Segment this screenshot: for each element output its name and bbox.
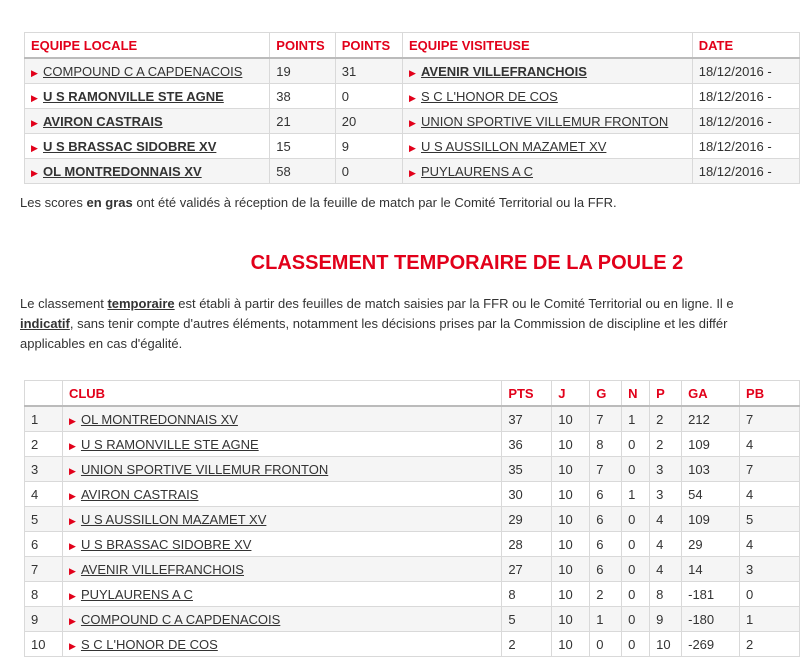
- g-cell: 0: [590, 632, 622, 657]
- rank-cell: 2: [25, 432, 63, 457]
- caret-right-icon: ▶: [68, 465, 76, 476]
- caret-right-icon: ▶: [408, 117, 416, 128]
- p-cell: 4: [650, 557, 682, 582]
- pb-cell: 4: [740, 532, 800, 557]
- away-team-link[interactable]: PUYLAURENS A C: [420, 163, 533, 179]
- away-team-link[interactable]: U S AUSSILLON MAZAMET XV: [420, 138, 607, 154]
- caret-right-icon: ▶: [408, 92, 416, 103]
- pb-cell: 1: [740, 607, 800, 632]
- standing-row: [25, 607, 800, 632]
- standing-row: [25, 632, 800, 657]
- home-team-link[interactable]: AVIRON CASTRAIS: [43, 113, 163, 129]
- away-team-link[interactable]: S C L'HONOR DE COS: [420, 88, 558, 104]
- caret-right-icon: ▶: [68, 640, 76, 651]
- g-cell: 6: [590, 557, 622, 582]
- n-cell: 1: [622, 482, 650, 507]
- home-team-link[interactable]: U S RAMONVILLE STE AGNE: [43, 88, 224, 104]
- header-p: P: [650, 381, 682, 407]
- header-date: DATE: [692, 33, 799, 59]
- home-points: 19: [270, 58, 335, 84]
- away-team-link[interactable]: UNION SPORTIVE VILLEMUR FRONTON: [420, 113, 669, 129]
- club-link[interactable]: U S BRASSAC SIDOBRE XV: [80, 536, 252, 552]
- rank-cell: 3: [25, 457, 63, 482]
- p-cell: 4: [650, 507, 682, 532]
- p-cell: 8: [650, 582, 682, 607]
- g-cell: 7: [590, 457, 622, 482]
- n-cell: 0: [622, 607, 650, 632]
- standing-row: [25, 406, 800, 432]
- caret-right-icon: ▶: [68, 540, 76, 551]
- n-cell: 1: [622, 406, 650, 432]
- club-link[interactable]: AVIRON CASTRAIS: [80, 486, 199, 502]
- club-link[interactable]: COMPOUND C A CAPDENACOIS: [80, 611, 281, 627]
- section-title: CLASSEMENT TEMPORAIRE DE LA POULE 2: [250, 252, 684, 274]
- match-date: 18/12/2016 -: [692, 58, 799, 84]
- standing-row: [25, 532, 800, 557]
- g-cell: 2: [590, 582, 622, 607]
- away-points: 20: [335, 109, 402, 134]
- ga-cell: 109: [682, 507, 740, 532]
- ga-cell: 54: [682, 482, 740, 507]
- pb-cell: 5: [740, 507, 800, 532]
- j-cell: 10: [552, 482, 590, 507]
- home-team-link[interactable]: U S BRASSAC SIDOBRE XV: [43, 138, 217, 154]
- g-cell: 6: [590, 532, 622, 557]
- pts-cell: 27: [502, 557, 552, 582]
- ga-cell: 14: [682, 557, 740, 582]
- pts-cell: 37: [502, 406, 552, 432]
- p-cell: 3: [650, 457, 682, 482]
- caret-right-icon: ▶: [68, 515, 76, 526]
- away-points: 0: [335, 84, 402, 109]
- header-j: J: [552, 381, 590, 407]
- p-cell: 10: [650, 632, 682, 657]
- club-link[interactable]: U S RAMONVILLE STE AGNE: [80, 436, 259, 452]
- home-team-link[interactable]: COMPOUND C A CAPDENACOIS: [43, 63, 243, 79]
- caret-right-icon: ▶: [31, 92, 38, 103]
- note-bold: en gras: [86, 195, 133, 210]
- rank-cell: 4: [25, 482, 63, 507]
- caret-right-icon: ▶: [408, 167, 416, 178]
- g-cell: 6: [590, 507, 622, 532]
- header-g: G: [590, 381, 622, 407]
- match-date: 18/12/2016 -: [692, 84, 799, 109]
- n-cell: 0: [622, 432, 650, 457]
- caret-right-icon: ▶: [68, 490, 76, 501]
- pts-cell: 35: [502, 457, 552, 482]
- club-link[interactable]: U S AUSSILLON MAZAMET XV: [80, 511, 267, 527]
- g-cell: 1: [590, 607, 622, 632]
- club-link[interactable]: S C L'HONOR DE COS: [80, 636, 218, 652]
- club-link[interactable]: UNION SPORTIVE VILLEMUR FRONTON: [80, 461, 329, 477]
- caret-right-icon: ▶: [68, 415, 76, 426]
- caret-right-icon: ▶: [408, 67, 416, 78]
- home-points: 21: [270, 109, 335, 134]
- rank-cell: 7: [25, 557, 63, 582]
- away-points: 31: [335, 58, 402, 84]
- caret-right-icon: ▶: [31, 167, 38, 178]
- j-cell: 10: [552, 532, 590, 557]
- club-link[interactable]: AVENIR VILLEFRANCHOIS: [80, 561, 244, 577]
- p-cell: 2: [650, 432, 682, 457]
- caret-right-icon: ▶: [31, 117, 38, 128]
- pts-cell: 5: [502, 607, 552, 632]
- result-row: [25, 58, 800, 84]
- j-cell: 10: [552, 457, 590, 482]
- ga-cell: 212: [682, 406, 740, 432]
- ga-cell: -180: [682, 607, 740, 632]
- caret-right-icon: ▶: [68, 590, 76, 601]
- n-cell: 0: [622, 632, 650, 657]
- n-cell: 0: [622, 457, 650, 482]
- standings-header-row: [25, 381, 800, 407]
- pts-cell: 2: [502, 632, 552, 657]
- ga-cell: -181: [682, 582, 740, 607]
- n-cell: 0: [622, 557, 650, 582]
- j-cell: 10: [552, 406, 590, 432]
- home-points: 38: [270, 84, 335, 109]
- results-header-row: [25, 33, 800, 59]
- standing-row: [25, 482, 800, 507]
- caret-right-icon: ▶: [68, 565, 76, 576]
- match-date: 18/12/2016 -: [692, 109, 799, 134]
- home-team-link[interactable]: OL MONTREDONNAIS XV: [43, 163, 202, 179]
- header-home-points: POINTS: [270, 33, 335, 59]
- header-pts: PTS: [502, 381, 552, 407]
- match-date: 18/12/2016 -: [692, 159, 799, 184]
- p-cell: 9: [650, 607, 682, 632]
- pb-cell: 4: [740, 432, 800, 457]
- ga-cell: 109: [682, 432, 740, 457]
- g-cell: 6: [590, 482, 622, 507]
- pts-cell: 28: [502, 532, 552, 557]
- club-link[interactable]: PUYLAURENS A C: [80, 586, 193, 602]
- standing-row: [25, 507, 800, 532]
- home-points: 58: [270, 159, 335, 184]
- n-cell: 0: [622, 507, 650, 532]
- rank-cell: 8: [25, 582, 63, 607]
- pts-cell: 36: [502, 432, 552, 457]
- j-cell: 10: [552, 557, 590, 582]
- rank-cell: 10: [25, 632, 63, 657]
- home-points: 15: [270, 134, 335, 159]
- header-n: N: [622, 381, 650, 407]
- indicatif-link[interactable]: indicatif: [20, 316, 70, 331]
- pb-cell: 7: [740, 457, 800, 482]
- j-cell: 10: [552, 607, 590, 632]
- result-row: [25, 134, 800, 159]
- pb-cell: 7: [740, 406, 800, 432]
- j-cell: 10: [552, 432, 590, 457]
- j-cell: 10: [552, 507, 590, 532]
- header-home-team: EQUIPE LOCALE: [25, 33, 270, 59]
- standing-row: [25, 582, 800, 607]
- result-row: [25, 159, 800, 184]
- pb-cell: 0: [740, 582, 800, 607]
- ga-cell: 29: [682, 532, 740, 557]
- header-away-team: EQUIPE VISITEUSE: [402, 33, 692, 59]
- n-cell: 0: [622, 532, 650, 557]
- scores-note: Les scores en gras ont été validés à réception de la feuille de match par le Comité Territorial ou la FFR.: [20, 195, 617, 210]
- caret-right-icon: ▶: [31, 142, 38, 153]
- pb-cell: 2: [740, 632, 800, 657]
- j-cell: 10: [552, 632, 590, 657]
- standing-row: [25, 432, 800, 457]
- ga-cell: -269: [682, 632, 740, 657]
- j-cell: 10: [552, 582, 590, 607]
- header-rank: [25, 381, 63, 407]
- caret-right-icon: ▶: [68, 615, 76, 626]
- result-row: [25, 84, 800, 109]
- standing-row: [25, 557, 800, 582]
- pts-cell: 8: [502, 582, 552, 607]
- rank-cell: 6: [25, 532, 63, 557]
- result-row: [25, 109, 800, 134]
- away-points: 9: [335, 134, 402, 159]
- p-cell: 3: [650, 482, 682, 507]
- pts-cell: 29: [502, 507, 552, 532]
- ga-cell: 103: [682, 457, 740, 482]
- temporaire-link[interactable]: temporaire: [107, 296, 175, 311]
- match-results-table: [24, 32, 800, 184]
- standings-table: [24, 380, 800, 657]
- g-cell: 8: [590, 432, 622, 457]
- caret-right-icon: ▶: [31, 67, 38, 78]
- pb-cell: 3: [740, 557, 800, 582]
- n-cell: 0: [622, 582, 650, 607]
- caret-right-icon: ▶: [68, 440, 76, 451]
- g-cell: 7: [590, 406, 622, 432]
- rank-cell: 5: [25, 507, 63, 532]
- p-cell: 4: [650, 532, 682, 557]
- p-cell: 2: [650, 406, 682, 432]
- header-away-points: POINTS: [335, 33, 402, 59]
- match-date: 18/12/2016 -: [692, 134, 799, 159]
- ranking-description: Le classement temporaire est établi à partir des feuilles de match saisies par la FFR ou le Comité Territorial ou en ligne. Il e indicatif, sans tenir compte d'autres éléments, notamment les décisions prises par la Commission de discipline et les différ applicables en cas d'égalité.: [20, 296, 734, 351]
- away-team-link[interactable]: AVENIR VILLEFRANCHOIS: [420, 63, 587, 79]
- standing-row: [25, 457, 800, 482]
- header-pb: PB: [740, 381, 800, 407]
- header-ga: GA: [682, 381, 740, 407]
- caret-right-icon: ▶: [408, 142, 416, 153]
- pb-cell: 4: [740, 482, 800, 507]
- away-points: 0: [335, 159, 402, 184]
- rank-cell: 9: [25, 607, 63, 632]
- header-club: CLUB: [62, 381, 501, 407]
- club-link[interactable]: OL MONTREDONNAIS XV: [80, 411, 238, 427]
- pts-cell: 30: [502, 482, 552, 507]
- rank-cell: 1: [25, 406, 63, 432]
